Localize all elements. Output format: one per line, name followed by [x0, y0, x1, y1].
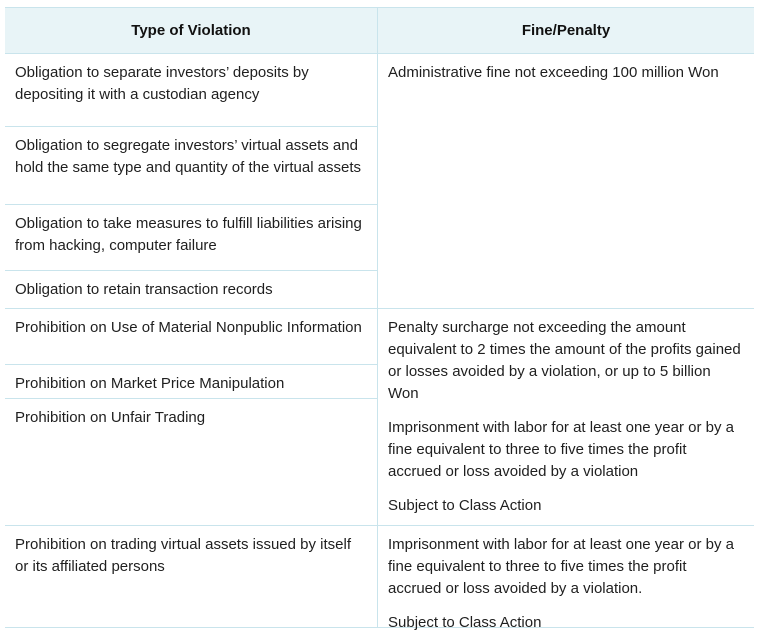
violation-item: Obligation to retain transaction records: [15, 281, 273, 298]
violation-item: Prohibition on trading virtual assets issued by itself or its affiliated persons: [5, 526, 378, 627]
violation-item: Prohibition on Use of Material Nonpublic Information: [5, 309, 377, 365]
violation-item: Prohibition on Market Price Manipulation: [5, 365, 377, 399]
violation-item: Obligation to separate investors’ deposits by depositing it with a custodian agency: [5, 54, 377, 127]
violation-item: Obligation to segregate investors’ virtual assets and hold the same type and quantity of the virtual assets: [5, 127, 377, 205]
table-row-group-1: [5, 54, 754, 309]
violations-table: [5, 7, 754, 631]
header-type-of-violation: Type of Violation: [5, 8, 378, 53]
violation-cell: [5, 309, 378, 525]
header-fine-penalty: Fine/Penalty: [521, 22, 611, 39]
violation-item: Prohibition on Unfair Trading: [15, 409, 206, 426]
violation-item: Obligation to take measures to fulfill liabilities arising from hacking, computer failure: [5, 205, 377, 271]
penalty-item: Subject to Class Action: [388, 497, 542, 514]
penalty-item: Imprisonment with labor for at least one year or by a fine equivalent to three to five times the profit accrued or loss avoided by a violation: [388, 419, 734, 480]
penalty-item: Administrative fine not exceeding 100 million Won: [388, 64, 719, 81]
table-row-group-2: [5, 309, 754, 526]
violation-cell: [5, 54, 378, 308]
table-header-row: [5, 8, 754, 54]
penalty-cell: [378, 309, 754, 515]
penalty-item: Imprisonment with labor for at least one year or by a fine equivalent to three to five times the profit accrued or loss avoided by a violation.: [388, 536, 734, 597]
penalty-item: Subject to Class Action: [388, 614, 542, 631]
penalty-item: Penalty surcharge not exceeding the amount equivalent to 2 times the amount of the profits gained or losses avoided by a violation, or up to 5 billion Won: [388, 319, 741, 402]
penalty-cell: [378, 54, 754, 308]
penalty-cell: [378, 526, 754, 631]
table-row-group-3: [5, 526, 754, 631]
